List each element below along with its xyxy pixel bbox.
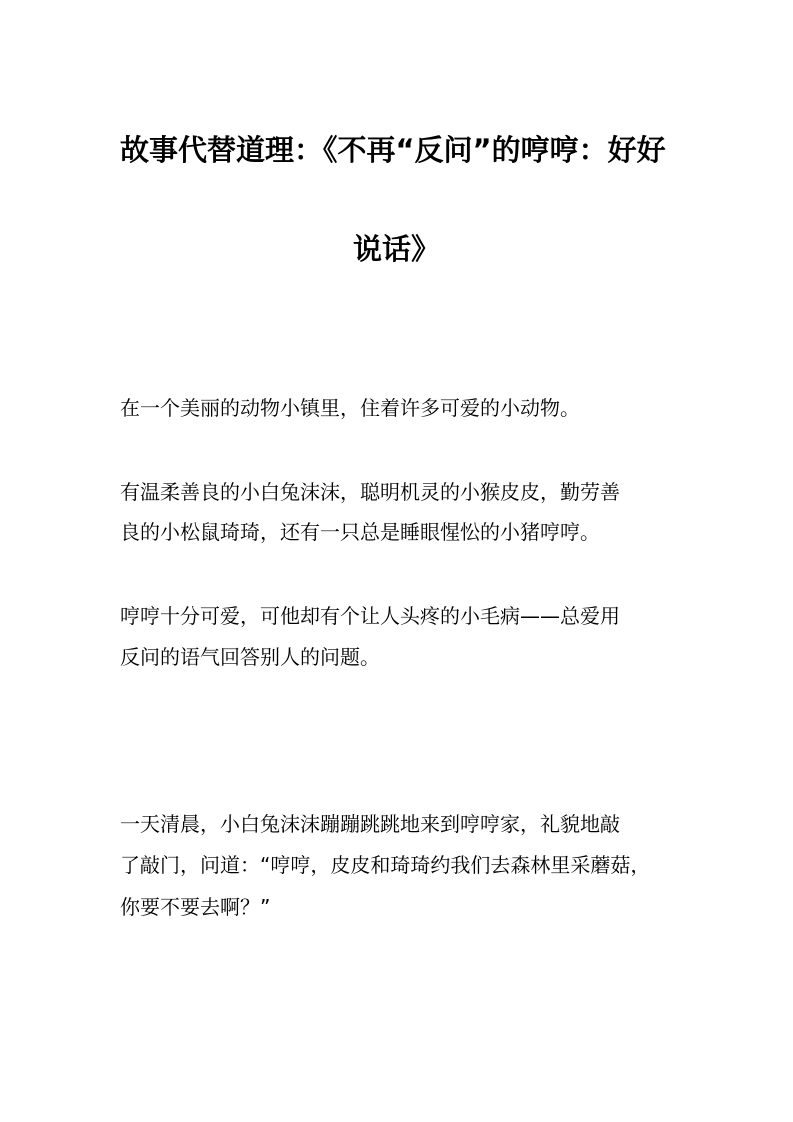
document-title-line-2: 说话》 — [352, 232, 440, 266]
paragraph-2-line-1: 有温柔善良的小白兔沫沫，聪明机灵的小猴皮皮，勤劳善 — [120, 480, 620, 504]
document-title-line-1: 故事代替道理：《不再“反问”的哼哼：好好 — [120, 133, 666, 167]
paragraph-2-line-2: 良的小松鼠琦琦，还有一只总是睡眼惺忪的小猪哼哼。 — [120, 520, 600, 544]
paragraph-4-line-1: 一天清晨，小白兔沫沫蹦蹦跳跳地来到哼哼家，礼貌地敲 — [120, 812, 620, 836]
paragraph-3-line-2: 反问的语气回答别人的问题。 — [120, 645, 380, 669]
paragraph-1-line-1: 在一个美丽的动物小镇里，住着许多可爱的小动物。 — [120, 396, 580, 420]
paragraph-4-line-2: 了敲门，问道：“哼哼，皮皮和琦琦约我们去森林里采蘑菇， — [120, 853, 651, 877]
paragraph-4-line-3: 你要不要去啊？” — [120, 895, 271, 919]
paragraph-3-line-1: 哼哼十分可爱，可他却有个让人头疼的小毛病——总爱用 — [120, 604, 620, 628]
